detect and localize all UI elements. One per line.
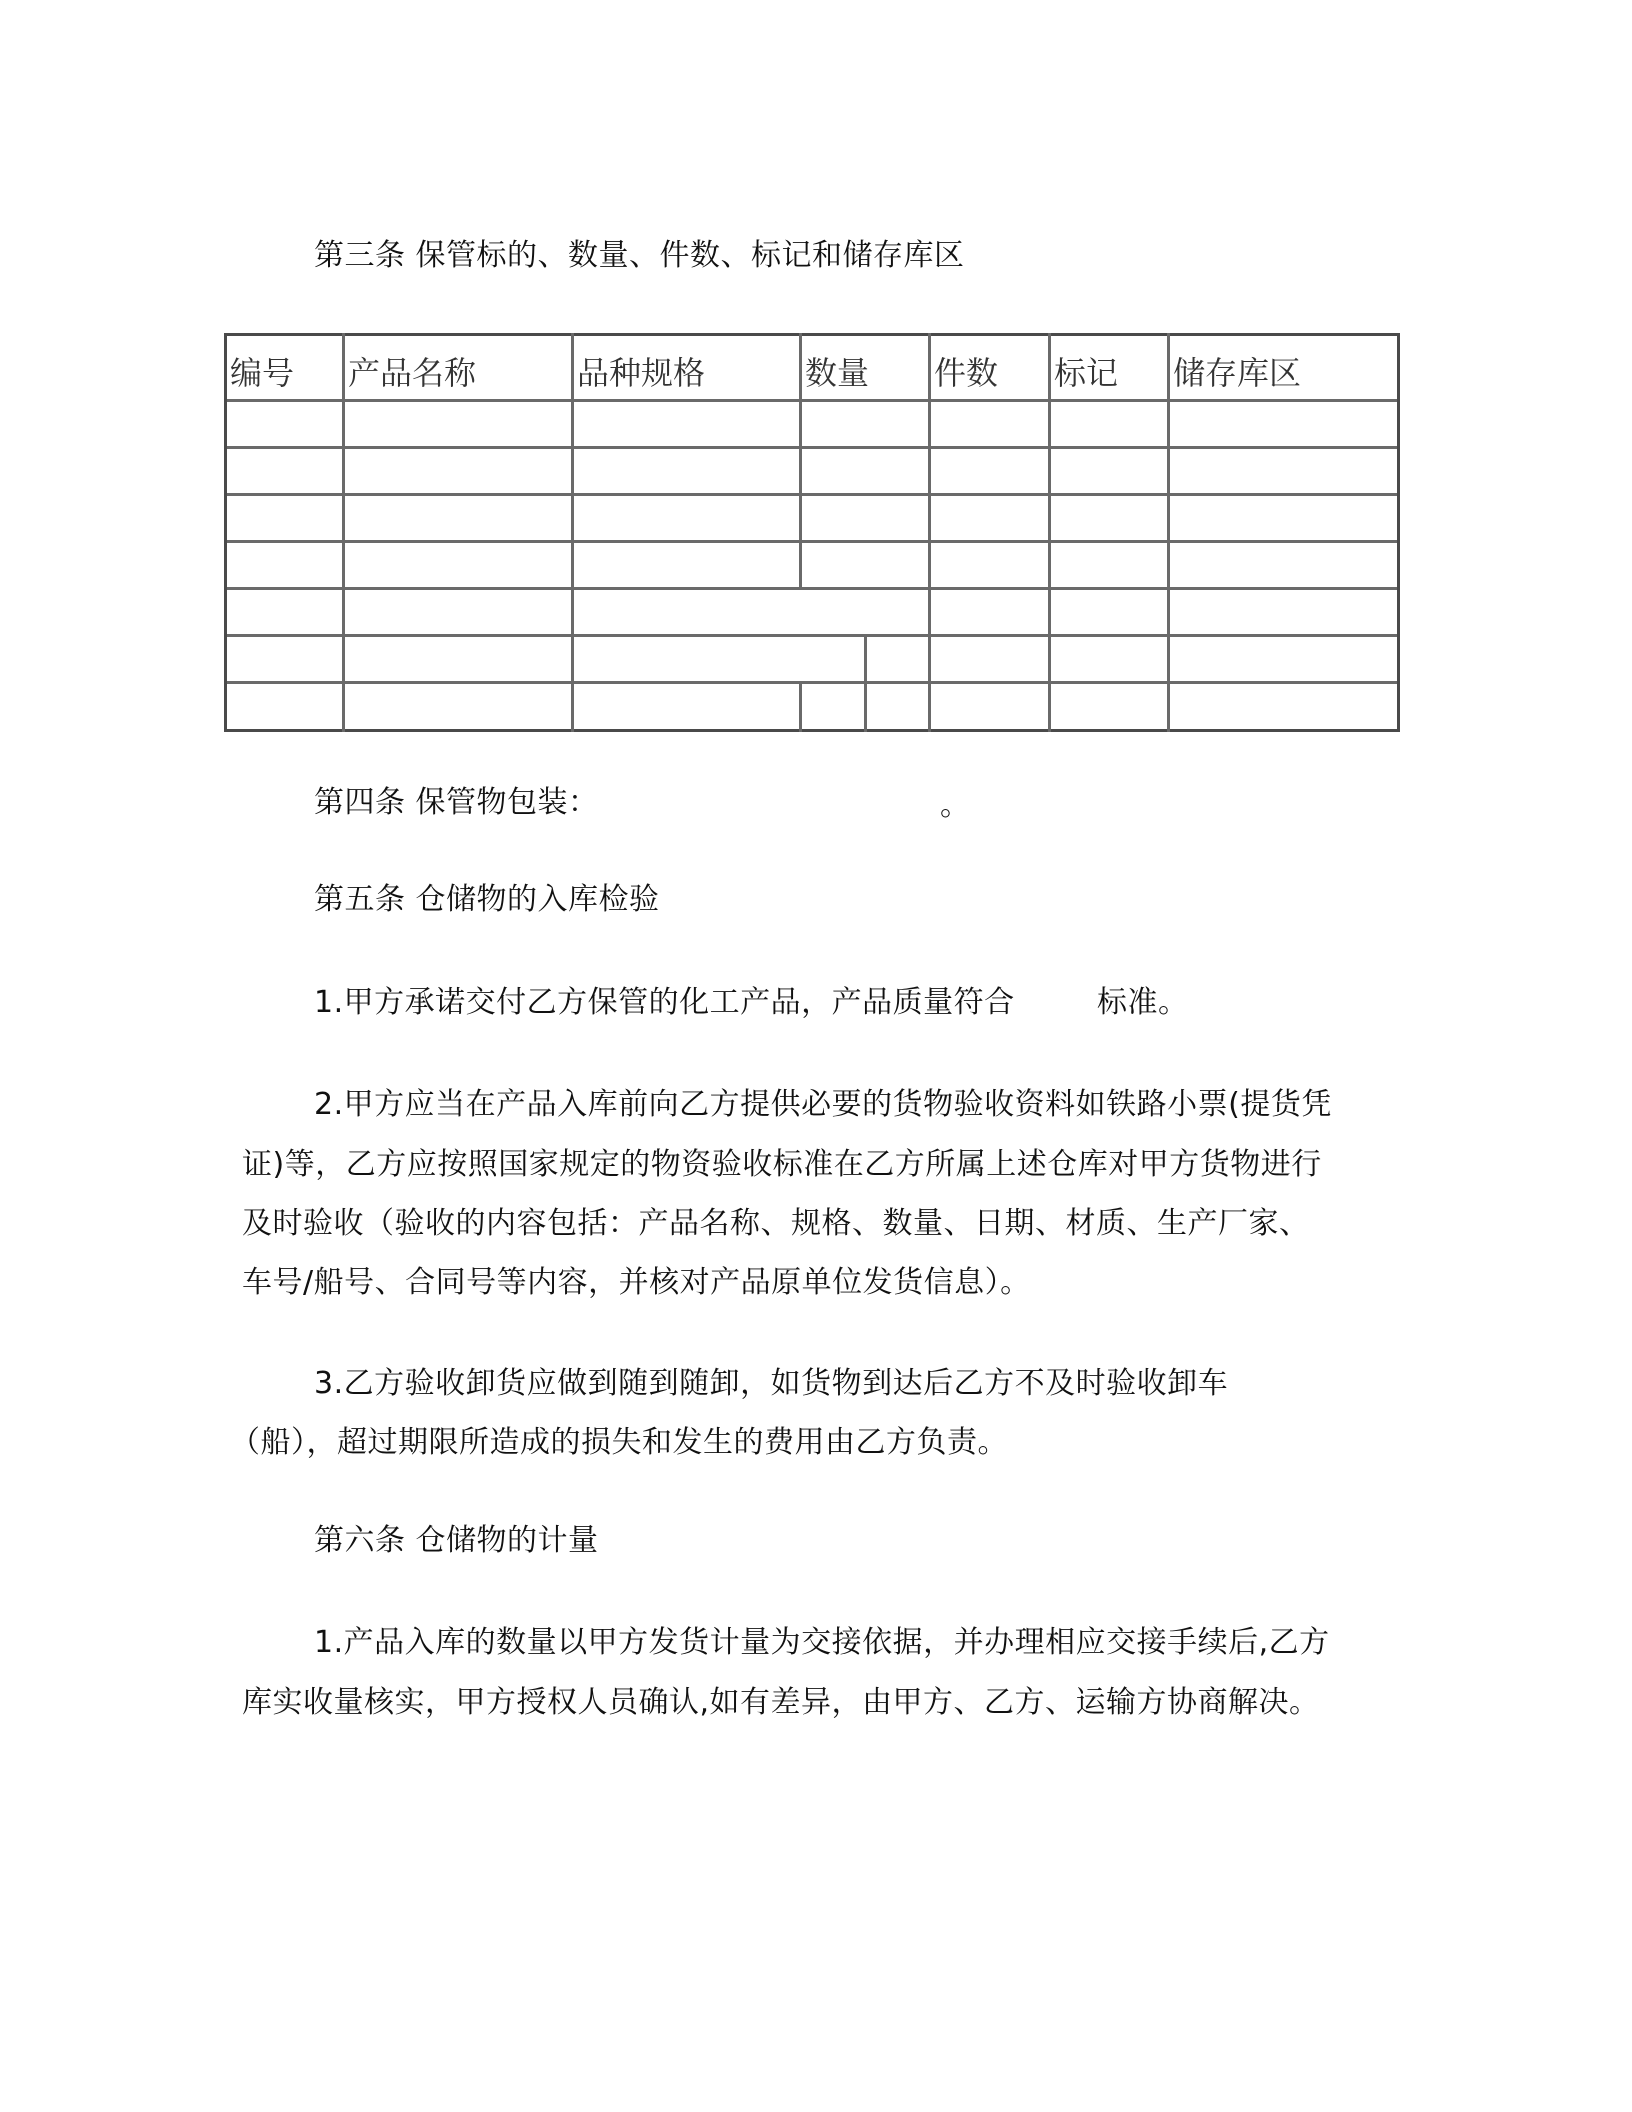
article-5-item-3-line-2: （船），超过期限所造成的损失和发生的费用由乙方负责。: [230, 1425, 1008, 1460]
article-4-packaging: 第四条 保管物包装：: [314, 785, 599, 820]
table-vline: [571, 333, 574, 732]
table-hline: [224, 446, 1400, 449]
table-border-right: [1397, 333, 1400, 732]
header-cell-quantity: 数量: [805, 354, 870, 392]
table-hline: [224, 493, 1400, 496]
article-5-item-3-line-1: 3.乙方验收卸货应做到随到随卸，如货物到达后乙方不及时验收卸车: [314, 1366, 1229, 1401]
header-cell-marking: 标记: [1054, 354, 1119, 392]
storage-table: [224, 333, 1400, 733]
article-6-item-1-line-1: 1.产品入库的数量以甲方发货计量为交接依据，并办理相应交接手续后,乙方: [314, 1625, 1330, 1660]
article-6-item-1-line-2: 库实收量核实，甲方授权人员确认,如有差异，由甲方、乙方、运输方协商解决。: [242, 1685, 1320, 1720]
header-cell-specification: 品种规格: [577, 354, 706, 392]
table-vline: [864, 634, 867, 732]
table-hline: [224, 634, 1400, 637]
article-5-item-2-line-3: 及时验收（验收的内容包括：产品名称、规格、数量、日期、材质、生产厂家、: [242, 1206, 1310, 1241]
article-4-period: 。: [940, 788, 971, 823]
article-5-title: 第五条 仓储物的入库检验: [314, 882, 660, 917]
article-3-title: 第三条 保管标的、数量、件数、标记和储存库区: [314, 238, 965, 273]
header-cell-product-name: 产品名称: [348, 354, 477, 392]
table-hline: [224, 681, 1400, 684]
article-5-item-2-line-2: 证)等，乙方应按照国家规定的物资验收标准在乙方所属上述仓库对甲方货物进行: [242, 1147, 1322, 1182]
table-vline: [1167, 333, 1170, 732]
table-vline: [342, 333, 345, 732]
article-5-item-1-end: 标准。: [1097, 985, 1189, 1020]
table-vline: [928, 333, 931, 732]
article-5-item-2-line-1: 2.甲方应当在产品入库前向乙方提供必要的货物验收资料如铁路小票(提货凭: [314, 1087, 1332, 1122]
header-cell-storage-area: 储存库区: [1173, 354, 1302, 392]
table-vline: [799, 333, 802, 587]
header-cell-number: 编号: [230, 354, 295, 392]
article-6-title: 第六条 仓储物的计量: [314, 1523, 599, 1558]
table-vline: [799, 681, 802, 732]
table-border-bottom: [224, 729, 1400, 732]
table-vline: [1048, 333, 1051, 732]
table-border-left: [224, 333, 227, 732]
table-border-top: [224, 333, 1400, 336]
table-hline: [224, 587, 1400, 590]
article-5-item-1: 1.甲方承诺交付乙方保管的化工产品，产品质量符合: [314, 985, 1015, 1020]
table-hline: [224, 399, 1400, 402]
table-hline: [224, 540, 1400, 543]
article-5-item-2-line-4: 车号/船号、合同号等内容，并核对产品原单位发货信息）。: [242, 1265, 1031, 1300]
header-cell-pieces: 件数: [934, 354, 999, 392]
